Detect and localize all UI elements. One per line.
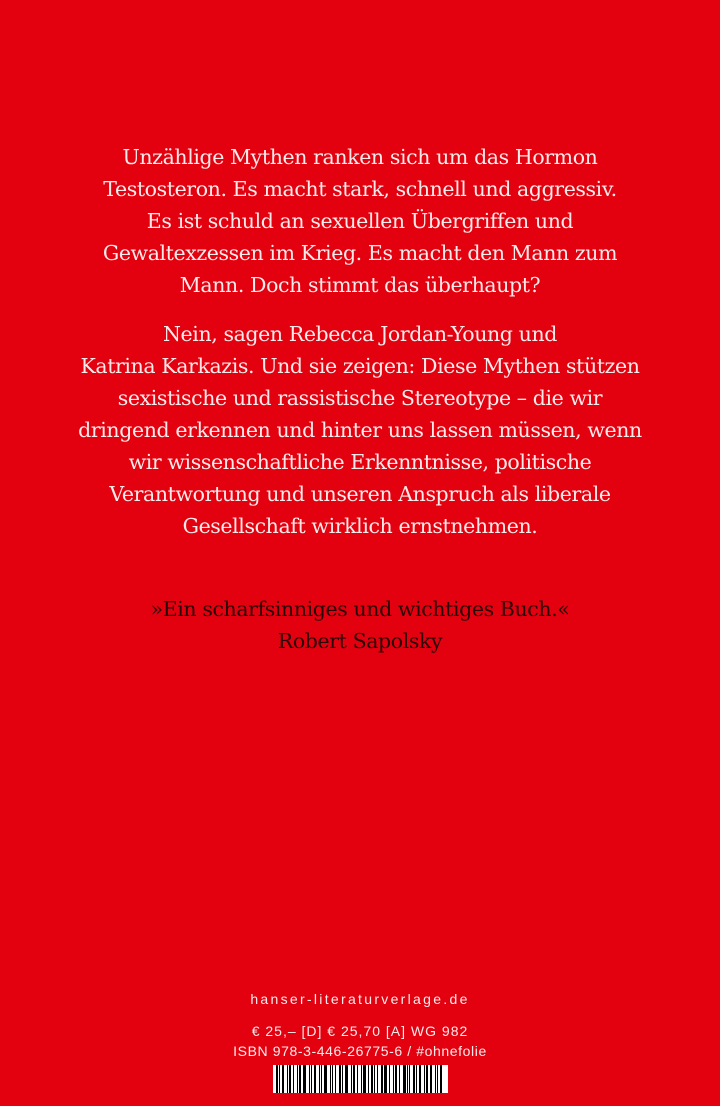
barcode-bar: [342, 1065, 343, 1093]
blurb-paragraph-2: [0, 318, 720, 542]
blurb-line: wir wissenschaftliche Erkenntnisse, politische: [128, 450, 592, 474]
blurb-line: Verantwortung und unseren Anspruch als liberale: [109, 482, 611, 506]
barcode-bar: [419, 1065, 421, 1093]
barcode-bar: [393, 1065, 394, 1093]
barcode-bar: [426, 1065, 429, 1093]
barcode-icon: [273, 1065, 448, 1093]
barcode-bar: [384, 1065, 388, 1093]
barcode-bar: [395, 1065, 397, 1093]
blurb-line: Testosteron. Es macht stark, schnell und aggressiv.: [103, 177, 617, 201]
barcode-bar: [430, 1065, 432, 1093]
blurb-line: dringend erkennen und hinter uns lassen müssen, wenn: [78, 418, 642, 442]
barcode-bar: [321, 1065, 322, 1093]
barcode-bar: [403, 1065, 406, 1093]
barcode-bar: [319, 1065, 320, 1093]
barcode-bar: [303, 1065, 307, 1093]
isbn-info: ISBN 978-3-446-26775-6 / #ohnefolie: [233, 1043, 487, 1059]
quote-author: Robert Sapolsky: [277, 629, 443, 653]
barcode-bar: [309, 1065, 310, 1093]
blurb-line: Gewaltexzessen im Krieg. Es macht den Mann zum: [102, 241, 618, 265]
barcode-bar: [389, 1065, 390, 1093]
barcode-bar: [440, 1065, 442, 1093]
barcode-bar: [437, 1065, 438, 1093]
blurb-paragraph-1: [0, 141, 720, 301]
barcode-bar: [363, 1065, 366, 1093]
blurb-line: Katrina Karkazis. Und sie zeigen: Diese Mythen stützen: [80, 354, 640, 378]
price-info: € 25,– [D] € 25,70 [A] WG 982: [251, 1023, 469, 1039]
blurb-line: Es ist schuld an sexuellen Übergriffen und: [146, 209, 574, 233]
barcode-bar: [361, 1065, 362, 1093]
barcode-bar: [297, 1065, 298, 1093]
barcode-bar: [287, 1065, 288, 1093]
barcode-bar: [339, 1065, 341, 1093]
barcode-bar: [335, 1065, 336, 1093]
barcode-bar: [299, 1065, 301, 1093]
barcode-bar: [351, 1065, 352, 1093]
barcode-bar: [377, 1065, 378, 1093]
barcode-bar: [314, 1065, 316, 1093]
barcode-bar: [409, 1065, 410, 1093]
barcode-bar: [324, 1065, 327, 1093]
barcode-bar: [424, 1065, 425, 1093]
barcode-bar: [345, 1065, 349, 1093]
barcode-bar: [416, 1065, 417, 1093]
publisher-url[interactable]: hanser-literaturverlage.de: [250, 991, 470, 1007]
barcode-bar: [330, 1065, 332, 1093]
barcode-bar: [374, 1065, 375, 1093]
barcode-bar: [413, 1065, 415, 1093]
blurb-line: sexistische und rassistische Stereotype – die wir: [117, 386, 603, 410]
barcode-bar: [368, 1065, 369, 1093]
barcode-bar: [353, 1065, 355, 1093]
barcode-bar: [311, 1065, 312, 1093]
barcode-bar: [289, 1065, 292, 1093]
blurb-line: Mann. Doch stimmt das überhaupt?: [179, 273, 541, 297]
blurb-line: Unzählige Mythen ranken sich um das Hormon: [122, 145, 598, 169]
blurb-line: Nein, sagen Rebecca Jordan-Young und: [163, 322, 557, 346]
barcode-bar: [332, 1065, 333, 1093]
barcode-bar: [381, 1065, 383, 1093]
barcode-bar: [399, 1065, 400, 1093]
barcode-bar: [435, 1065, 436, 1093]
review-quote: [0, 593, 720, 657]
quote-text: »Ein scharfsinniges und wichtiges Buch.«: [150, 597, 570, 621]
barcode-bar: [371, 1065, 373, 1093]
barcode-bar: [293, 1065, 294, 1093]
blurb-line: Gesellschaft wirklich ernstnehmen.: [182, 514, 538, 538]
barcode-bar: [407, 1065, 408, 1093]
barcode-bar: [357, 1065, 358, 1093]
barcode-bar: [282, 1065, 284, 1093]
barcode-bar: [279, 1065, 280, 1093]
barcode-bar: [276, 1065, 278, 1093]
